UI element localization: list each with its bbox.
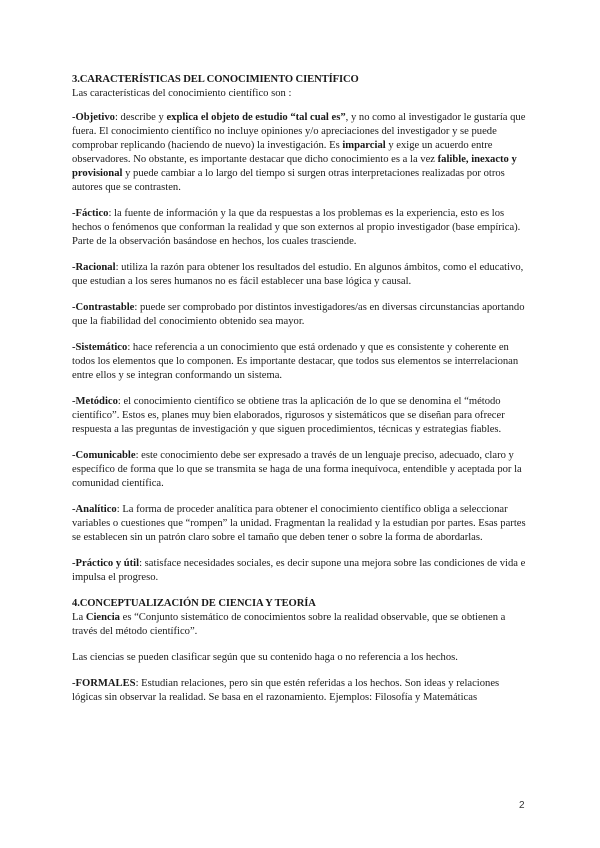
text-run: : La forma de proceder analítica para obtener el conocimiento científico obliga a seleccionar variables o cuestiones que “rompen” la unidad. Fragmentan la realidad y la estudian por partes. Esas partes se establecen sin un patrón claro sobre el tamaño que deben tener o sobre la forma de abordarlas. (72, 504, 526, 543)
bold-text: -Analítico (72, 504, 117, 515)
characteristic-item (72, 395, 528, 437)
text-run: y puede cambiar a lo largo del tiempo si surgen otras interpretaciones realizadas por otros autores que se contrasten. (72, 168, 505, 193)
science-classification: Las ciencias se pueden clasificar según que su contenido haga o no referencia a los hechos. (72, 652, 458, 663)
characteristic-item (72, 503, 528, 545)
bold-text: -Objetivo (72, 112, 115, 123)
bold-text: -Fáctico (72, 208, 109, 219)
characteristic-item (72, 301, 528, 329)
characteristic-item (72, 207, 528, 249)
text-run: y exige un acuerdo entre observadores. No obstante, es importante destacar que dicho conocimiento es a la vez (72, 140, 493, 165)
text-run: : este conocimiento debe ser expresado a través de un lenguaje preciso, adecuado, claro y específico de forma que lo que se transmita se haga de una forma inequívoca, entendible y aceptada por la comunidad científica. (72, 450, 522, 489)
bold-text: -Sistemático (72, 342, 128, 353)
text-run: : satisface necesidades sociales, es decir supone una mejora sobre las condiciones de vida e impulsa el progreso. (72, 558, 526, 583)
bold-text: -Comunicable (72, 450, 136, 461)
text-run: : utiliza la razón para obtener los resultados del estudio. En algunos ámbitos, como el educativo, que estudian a los seres humanos no es fácil establecer una base lógica y causal. (72, 262, 524, 287)
bold-text: explica el objeto de estudio “tal cual es” (166, 112, 346, 123)
text-run: : Estudian relaciones, pero sin que estén referidas a los hechos. Son ideas y relaciones lógicas sin observar la realidad. Se basa en el razonamiento. Ejemplos: Filosofía y Matemáticas (72, 678, 500, 703)
formales-paragraph (72, 677, 528, 705)
bold-text: imparcial (342, 140, 386, 151)
section-3-intro: Las características del conocimiento científico son : (72, 88, 292, 99)
science-definition (72, 611, 528, 639)
characteristic-item (72, 111, 528, 195)
page-number: 2 (519, 800, 525, 811)
characteristics-list (72, 111, 528, 585)
bold-text: -Contrastable (72, 302, 135, 313)
section-3-heading: 3.CARACTERÍSTICAS DEL CONOCIMIENTO CIENTÍFICO (72, 74, 359, 85)
bold-text: -Racional (72, 262, 116, 273)
characteristic-item (72, 341, 528, 383)
text-run: : hace referencia a un conocimiento que está ordenado y que es consistente y coherente en todos los elementos que lo componen. Es importante destacar, que todos sus elementos se interrelacionan entre ellos y se integran conformando un sistema. (72, 342, 519, 381)
text-run: , y no como al investigador le gustaría que fuera. El conocimiento científico no incluye opiniones y/o apreciaciones del investigador y se puede comprobar replicando (haciendo de nuevo) la investigación. Es (72, 112, 526, 151)
text-run: es “Conjunto sistemático de conocimientos sobre la realidad observable, que se obtienen a través del método científico”. (72, 612, 506, 637)
bold-text: falible, inexacto y provisional (72, 154, 517, 179)
text-run: : la fuente de información y la que da respuestas a los problemas es la experiencia, esto es los hechos o fenómenos que conforman la realidad y que son externos al propio investigador (base empírica). Parte de la observación basándose en hechos, los cuales trasciende. (72, 208, 521, 247)
page-content (72, 73, 528, 717)
bold-text: -FORMALES (72, 678, 136, 689)
characteristic-item (72, 449, 528, 491)
text-run: : puede ser comprobado por distintos investigadores/as en diversas circunstancias aportando que la fiabilidad del conocimiento obtenido sea mayor. (72, 302, 525, 327)
bold-text: Ciencia (85, 612, 120, 623)
section-4-heading: 4.CONCEPTUALIZACIÓN DE CIENCIA Y TEORÍA (72, 598, 316, 609)
characteristic-item (72, 557, 528, 585)
bold-text: -Práctico y útil (72, 558, 140, 569)
bold-text: -Metódico (72, 396, 118, 407)
text-run: : el conocimiento científico se obtiene tras la aplicación de lo que se denomina el “método científico”. Estos es, planes muy bien elaborados, rigurosos y sistemáticos que se diseñan para ofrecer respuesta a las preguntas de investigación y que siguen procedimientos, técnicas y estrategias fiables. (72, 396, 505, 435)
text-run: : describe y (114, 112, 167, 123)
characteristic-item (72, 261, 528, 289)
text-run: La (72, 612, 86, 623)
